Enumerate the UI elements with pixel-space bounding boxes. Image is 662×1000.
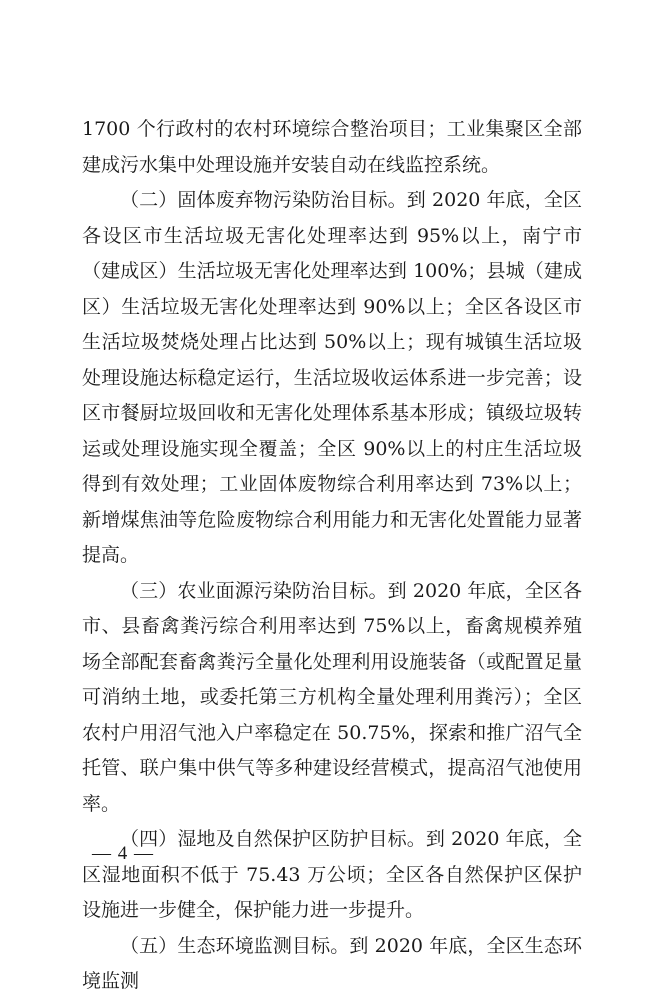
paragraph-text: 到 2020 年底，全区各设区市生活垃圾无害化处理率达到 95%以上，南宁市（建成区）生活垃圾无害化处理率达到 100%；县城（建成区）生活垃圾无害化处理率达到 90%以上；全区各设区市生活垃圾焚烧处理占比达到 50%以上；现有城镇生活垃圾处理设施达标稳定运行，生活垃圾收运体系进一步完善；设区市餐厨垃圾回收和无害化处理体系基本形成；镇级垃圾转运或处理设施实现全覆盖；全区 90%以上的村庄生活垃圾得到有效处理；工业固体废物综合利用率达到 73%以上；新增煤焦油等危险废物综合利用能力和无害化处置能力显著提高。 — [82, 189, 582, 566]
paragraph-text: 到 2020 年底，全区生态环境监测 — [82, 934, 582, 992]
paragraph-solid-waste — [82, 183, 582, 574]
paragraph-wetland-protection — [82, 822, 582, 929]
section-heading: （三）农业面源污染防治目标。 — [120, 579, 388, 602]
paragraph-continuation — [82, 112, 582, 183]
document-body — [82, 112, 582, 1000]
paragraph-text: 到 2020 年底，全区各市、县畜禽粪污综合利用率达到 75%以上，畜禽规模养殖场全部配套畜禽粪污全量化处理利用设施装备（或配置足量可消纳土地，或委托第三方机构全量处理利用粪污）；全区农村户用沼气池入户率稳定在 50.75%，探索和推广沼气全托管、联户集中供气等多种建设经营模式，提高沼气池使用率。 — [82, 579, 582, 815]
section-heading: （二）固体废弃物污染防治目标。 — [120, 189, 407, 211]
section-heading: （五）生态环境监测目标。 — [120, 934, 350, 957]
page-number: — 4 — — [92, 843, 154, 864]
paragraph-text: 到 2020 年底，全区湿地面积不低于 75.43 万公顷；全区各自然保护区保护设施进一步健全，保护能力进一步提升。 — [82, 828, 582, 921]
section-heading: （四）湿地及自然保护区防护目标。 — [120, 828, 426, 850]
paragraph-agricultural-pollution — [82, 574, 582, 823]
paragraph-environment-monitoring — [82, 929, 582, 1000]
paragraph-text: 1700 个行政村的农村环境综合整治项目；工业集聚区全部建成污水集中处理设施并安装自动在线监控系统。 — [82, 118, 582, 176]
